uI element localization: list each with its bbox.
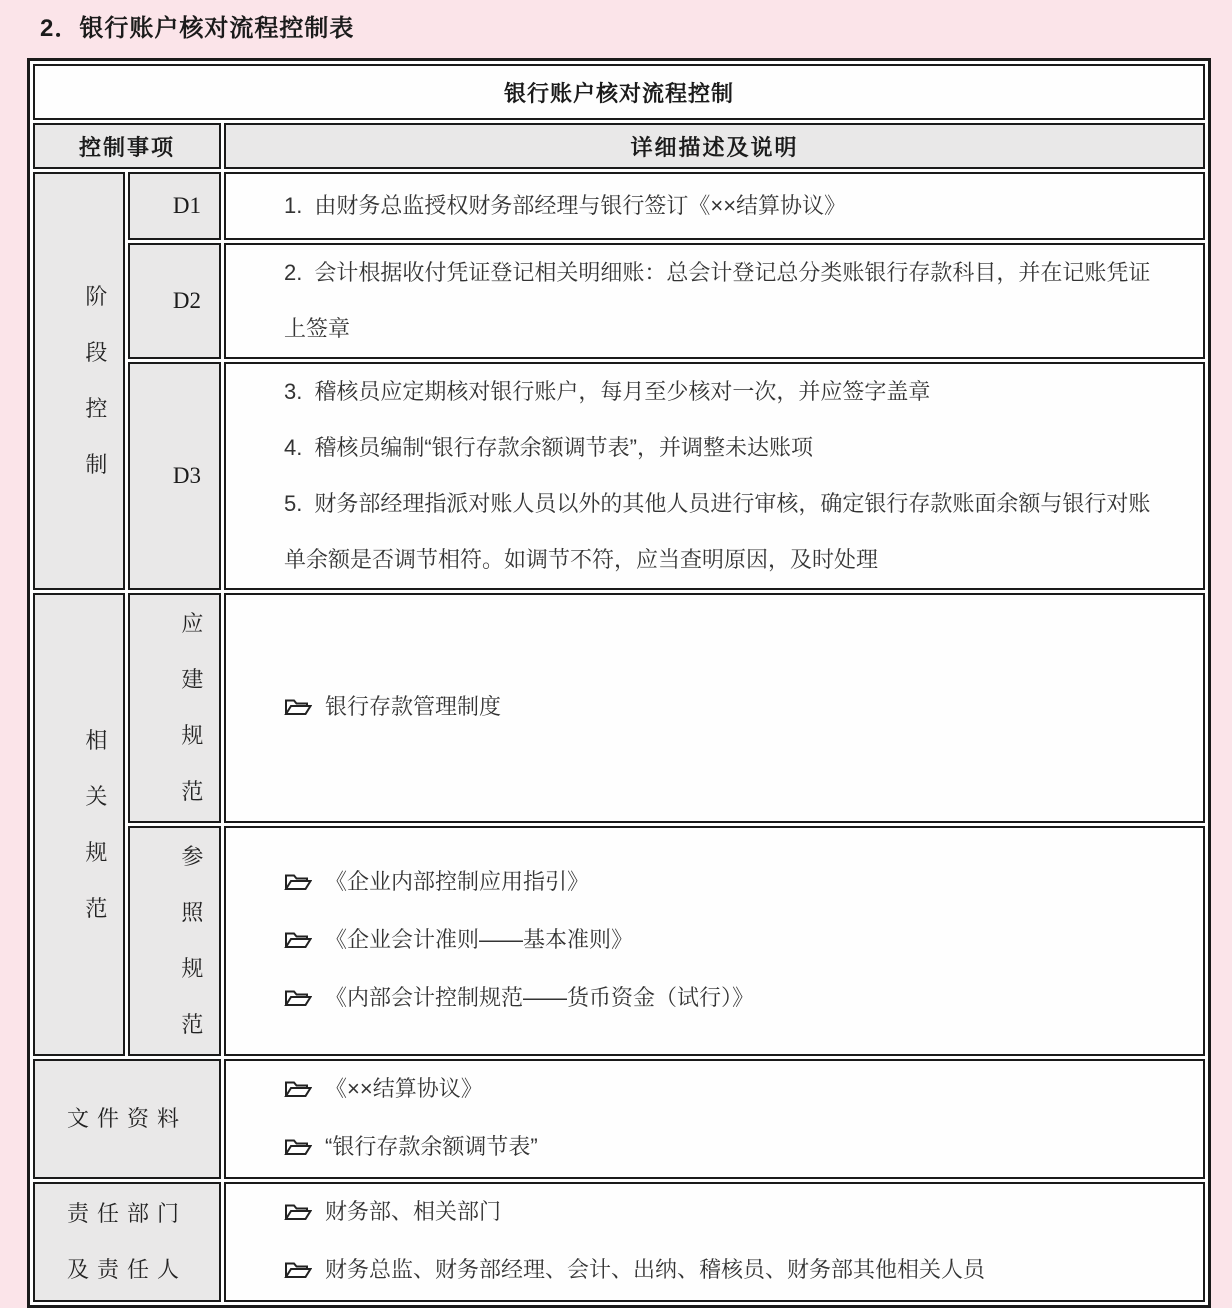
norms-sub-ref xyxy=(128,826,221,1056)
norms-sub-build xyxy=(128,593,221,823)
item-text: 《企业内部控制应用指引》 xyxy=(325,869,590,894)
item-text: 稽核员应定期核对银行账户，每月至少核对一次，并应签字盖章 xyxy=(314,379,931,404)
list-item xyxy=(284,364,1156,420)
list-item xyxy=(284,178,1156,234)
table-row xyxy=(33,243,1205,359)
list-item xyxy=(284,245,1156,357)
responsible-label-line2: 及责任人 xyxy=(66,1257,187,1282)
item-text: 财务部经理指派对账人员以外的其他人员进行审核，确定银行存款账面余额与银行对账单余额是否调节相符。如调节不符，应当查明原因，及时处理 xyxy=(284,491,1151,572)
documents-desc xyxy=(224,1059,1205,1179)
open-folder-icon xyxy=(284,914,312,970)
item-text: 由财务总监授权财务部经理与银行签订《××结算协议》 xyxy=(314,193,847,218)
item-text: 银行存款管理制度 xyxy=(325,694,502,719)
norms-group-cell xyxy=(33,593,125,1056)
open-folder-icon xyxy=(284,856,312,912)
list-item xyxy=(284,1184,1156,1242)
documents-label: 文件资料 xyxy=(33,1059,221,1179)
stage-desc-d2 xyxy=(224,243,1205,359)
item-number: 5. xyxy=(284,491,303,516)
table-row xyxy=(33,593,1205,823)
item-number: 4. xyxy=(284,435,303,460)
item-text: “银行存款余额调节表” xyxy=(325,1134,538,1159)
list-item xyxy=(284,970,1156,1028)
responsible-label-line1: 责任部门 xyxy=(66,1201,187,1226)
list-item xyxy=(284,854,1156,912)
list-item xyxy=(284,420,1156,476)
norms-ref-desc xyxy=(224,826,1205,1056)
item-text: 会计根据收付凭证登记相关明细账：总会计登记总分类账银行存款科目，并在记账凭证上签章 xyxy=(284,260,1151,341)
table-row xyxy=(33,1059,1205,1179)
table-title-row xyxy=(33,64,1205,120)
control-table xyxy=(27,58,1211,1308)
item-text: 《内部会计控制规范——货币资金（试行）》 xyxy=(325,985,755,1010)
open-folder-icon xyxy=(284,1121,312,1177)
stage-group-label: 阶段控制 xyxy=(85,284,108,477)
stage-desc-d3 xyxy=(224,362,1205,590)
open-folder-icon xyxy=(284,1063,312,1119)
item-number: 2. xyxy=(284,260,303,285)
list-item xyxy=(284,1061,1156,1119)
open-folder-icon xyxy=(284,1186,312,1242)
item-number: 1. xyxy=(284,193,303,218)
responsible-label xyxy=(33,1182,221,1302)
table-row xyxy=(33,826,1205,1056)
open-folder-icon xyxy=(284,1244,312,1300)
norms-sub-build-label: 应建规范 xyxy=(181,611,204,804)
open-folder-icon xyxy=(284,972,312,1028)
table-row xyxy=(33,172,1205,240)
table-title: 银行账户核对流程控制 xyxy=(33,64,1205,120)
item-number: 3. xyxy=(284,379,303,404)
item-text: 《企业会计准则——基本准则》 xyxy=(325,927,634,952)
responsible-desc xyxy=(224,1182,1205,1302)
header-description: 详细描述及说明 xyxy=(224,123,1205,169)
stage-code-d1: D1 xyxy=(128,172,221,240)
list-item xyxy=(284,912,1156,970)
item-text: 稽核员编制“银行存款余额调节表”，并调整未达账项 xyxy=(314,435,814,460)
table-row xyxy=(33,1182,1205,1302)
stage-group-cell xyxy=(33,172,125,590)
list-item xyxy=(284,679,1156,737)
table-header-row xyxy=(33,123,1205,169)
item-text: 财务部、相关部门 xyxy=(325,1199,502,1224)
table-row xyxy=(33,362,1205,590)
stage-desc-d1 xyxy=(224,172,1205,240)
list-item xyxy=(284,1119,1156,1177)
header-control-items: 控制事项 xyxy=(33,123,221,169)
item-text: 《××结算协议》 xyxy=(325,1076,483,1101)
open-folder-icon xyxy=(284,681,312,737)
norms-group-label: 相关规范 xyxy=(85,727,108,921)
stage-code-d2: D2 xyxy=(128,243,221,359)
norms-sub-ref-label: 参照规范 xyxy=(181,844,204,1037)
stage-code-d3: D3 xyxy=(128,362,221,590)
page-title: 2．银行账户核对流程控制表 xyxy=(40,15,355,42)
list-item xyxy=(284,1242,1156,1300)
item-text: 财务总监、财务部经理、会计、出纳、稽核员、财务部其他相关人员 xyxy=(325,1257,986,1282)
norms-build-desc xyxy=(224,593,1205,823)
list-item xyxy=(284,476,1156,588)
